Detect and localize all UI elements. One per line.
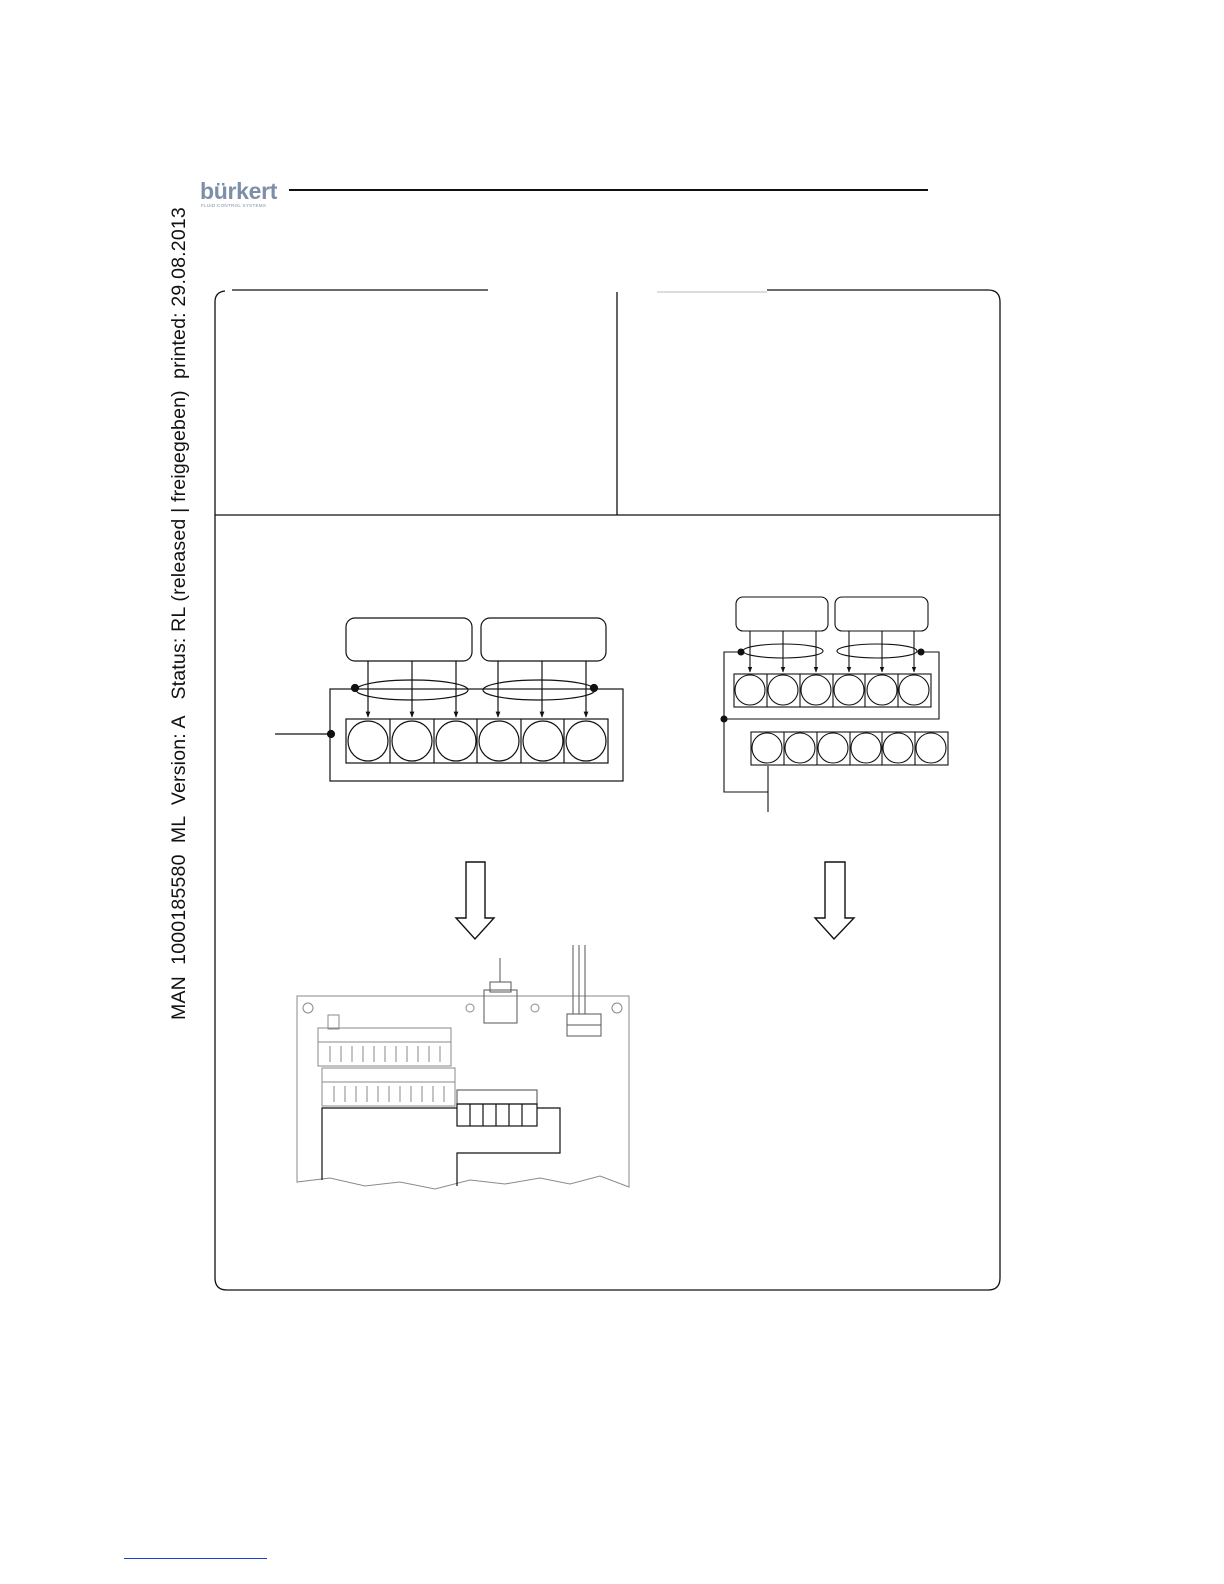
figure-frame xyxy=(215,290,1000,1290)
terminal-wiring-right xyxy=(721,597,948,812)
cable-block-right-a xyxy=(736,597,828,631)
footer-link-underline xyxy=(124,1558,267,1559)
down-arrow-right-icon xyxy=(815,862,854,939)
document-status-stamp: MAN 1000185580 ML Version: A Status: RL (released | freigegeben) printed: 29.08.2013 xyxy=(168,207,190,1020)
cable-block-left-a xyxy=(346,618,472,661)
cable-block-left-b xyxy=(481,618,606,661)
logo-wordmark: bürkert xyxy=(200,178,278,204)
board-terminal-connector xyxy=(322,1090,560,1186)
terminal-wiring-left xyxy=(275,618,623,781)
down-arrow-left-icon xyxy=(456,862,494,939)
logo-tagline: FLUID CONTROL SYSTEMS xyxy=(201,203,267,208)
cable-block-right-b xyxy=(835,597,928,631)
